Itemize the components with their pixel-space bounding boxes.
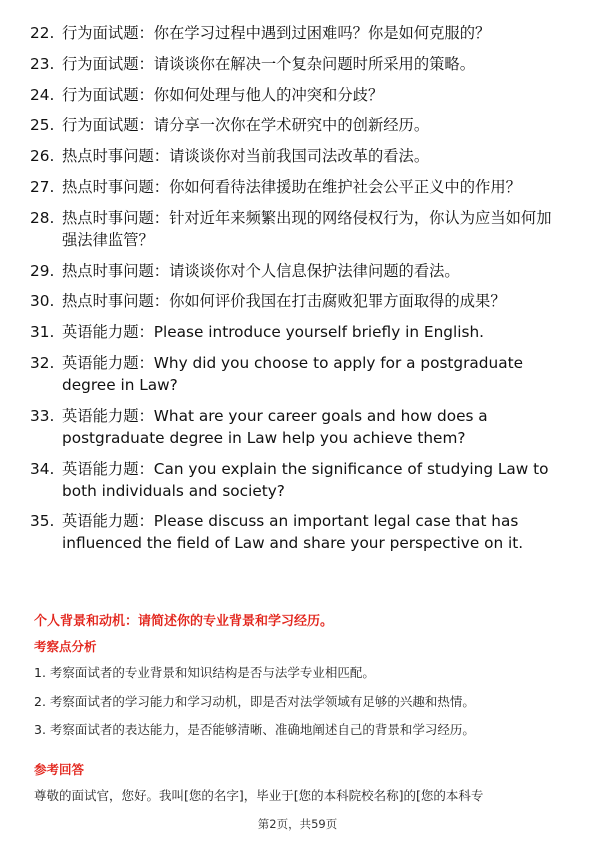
analysis-heading: 考察点分析	[34, 639, 97, 654]
question-text: 热点时事问题：针对近年来频繁出现的网络侵权行为，你认为应当如何加强法律监管？	[62, 208, 552, 249]
question-number: 23.	[30, 54, 55, 73]
question-item	[30, 352, 560, 396]
question-item	[30, 176, 560, 198]
answer-heading: 参考回答	[34, 762, 85, 777]
question-text: 英语能力题：Why did you choose to apply for a postgraduate degree in Law?	[62, 353, 523, 394]
question-item	[30, 510, 560, 554]
question-number: 31.	[30, 323, 55, 342]
question-number: 22.	[30, 24, 55, 42]
question-number: 26.	[30, 147, 55, 166]
question-text: 行为面试题：请分享一次你在学术研究中的创新经历。	[62, 116, 430, 135]
question-list	[30, 22, 560, 563]
question-item	[30, 260, 560, 282]
question-number: 30.	[30, 292, 55, 311]
question-text: 热点时事问题：请谈谈你对个人信息保护法律问题的看法。	[62, 261, 460, 280]
question-item	[30, 145, 560, 167]
question-number: 33.	[30, 406, 55, 425]
section-title: 个人背景和动机：请简述你的专业背景和学习经历。	[34, 614, 334, 629]
question-number: 28.	[30, 208, 55, 227]
question-text: 热点时事问题：请谈谈你对当前我国司法改革的看法。	[62, 147, 430, 166]
question-text: 热点时事问题：你如何评价我国在打击腐败犯罪方面取得的成果？	[62, 292, 506, 311]
question-text: 行为面试题：你在学习过程中遇到过困难吗？你是如何克服的？	[62, 24, 491, 42]
answer-text: 尊敬的面试官，您好。我叫[您的名字]，毕业于[您的本科院校名称]的[您的本科专	[34, 788, 484, 803]
question-item	[30, 84, 560, 106]
question-text: 热点时事问题：你如何看待法律援助在维护社会公平正义中的作用？	[62, 177, 521, 196]
question-number: 34.	[30, 459, 55, 478]
question-number: 29.	[30, 261, 55, 280]
question-number: 27.	[30, 177, 55, 196]
analysis-point: 1. 考察面试者的专业背景和知识结构是否与法学专业相匹配。	[34, 665, 375, 680]
question-text: 英语能力题：Please discuss an important legal case that has influenced the field of Law and share your perspective on it.	[62, 512, 524, 553]
question-number: 35.	[30, 512, 55, 531]
question-item	[30, 207, 560, 251]
question-item	[30, 321, 560, 343]
page-footer: 第2页，共59页	[257, 817, 338, 831]
analysis-point: 3. 考察面试者的表达能力，是否能够清晰、准确地阐述自己的背景和学习经历。	[34, 722, 475, 738]
question-text: 英语能力题：Can you explain the significance of studying Law to both individuals and society?	[62, 459, 549, 500]
question-item	[30, 22, 560, 44]
question-item	[30, 405, 560, 449]
question-text: 行为面试题：请谈谈你在解决一个复杂问题时所采用的策略。	[62, 54, 476, 73]
question-number: 25.	[30, 116, 55, 135]
question-number: 24.	[30, 85, 55, 104]
analysis-point: 2. 考察面试者的学习能力和学习动机，即是否对法学领域有足够的兴趣和热情。	[34, 693, 475, 709]
question-item	[30, 53, 560, 75]
question-text: 行为面试题：你如何处理与他人的冲突和分歧？	[62, 85, 384, 104]
question-number: 32.	[30, 353, 55, 372]
analysis-list	[34, 664, 564, 750]
question-item	[30, 290, 560, 312]
question-item	[30, 114, 560, 136]
question-text: 英语能力题：What are your career goals and how does a postgraduate degree in Law help you achieve them?	[62, 406, 488, 447]
question-item	[30, 458, 560, 502]
question-text: 英语能力题：Please introduce yourself briefly in English.	[62, 323, 485, 342]
